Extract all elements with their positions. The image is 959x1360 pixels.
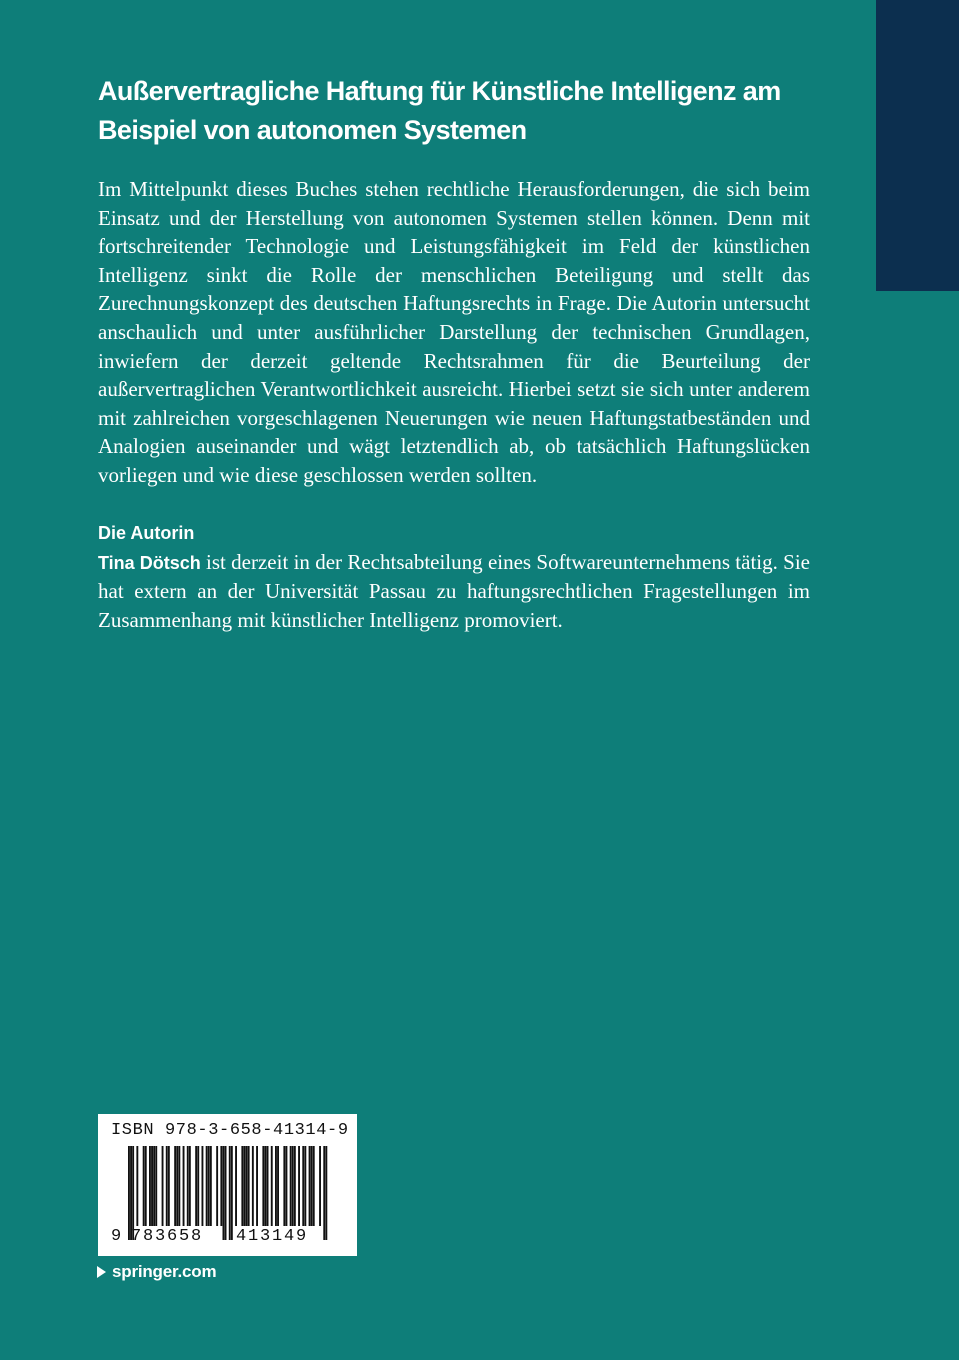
barcode-right-digits: 413149: [236, 1227, 309, 1246]
barcode-bar: [223, 1146, 225, 1240]
barcode-bar: [277, 1146, 279, 1226]
book-title: Außervertragliche Haftung für Künstliche Intelligenz am Beispiel von autonomen Systemen: [98, 76, 781, 145]
barcode-bar: [304, 1146, 306, 1226]
author-section: [98, 519, 810, 634]
barcode-bar: [210, 1146, 212, 1226]
barcode-bar: [145, 1146, 147, 1226]
barcode-bar: [246, 1146, 248, 1226]
barcode-bar: [130, 1146, 132, 1240]
isbn-label: ISBN 978-3-658-41314-9: [111, 1121, 349, 1140]
author-name: Tina Dötsch: [98, 552, 201, 573]
barcode-bar: [162, 1146, 164, 1226]
barcode-bar: [197, 1146, 199, 1226]
barcode-bar: [271, 1146, 273, 1226]
barcode-bar: [294, 1146, 296, 1226]
barcode-bar: [231, 1146, 233, 1240]
barcode-bar: [143, 1146, 145, 1226]
barcode-bar: [202, 1146, 204, 1226]
barcode-first-digit: 9: [111, 1227, 124, 1246]
barcode-bar: [128, 1146, 130, 1240]
barcode-bar: [292, 1146, 294, 1226]
barcode-bar: [168, 1146, 170, 1226]
corner-color-block: [876, 0, 959, 291]
author-bio-text: ist derzeit in der Rechtsabteilung eines Softwareunternehmens tätig. Sie hat extern an der Universität Passau zu haftungsrechtlichen Fragestellungen im Zusammenhang mit künstlicher Intelligenz promoviert.: [98, 549, 810, 632]
barcode-bar: [195, 1146, 197, 1226]
barcode-bar: [225, 1146, 227, 1240]
barcode-bar: [208, 1146, 210, 1226]
barcode-bar: [176, 1146, 178, 1226]
barcode-bar: [153, 1146, 155, 1226]
publisher-url: springer.com: [112, 1262, 217, 1281]
isbn-barcode: [98, 1114, 357, 1256]
barcode-bar: [155, 1146, 157, 1226]
barcode-bar: [216, 1146, 218, 1226]
barcode-bar: [244, 1146, 246, 1226]
barcode-bar: [323, 1146, 325, 1240]
barcode-bar: [311, 1146, 313, 1226]
barcode-bar: [241, 1146, 243, 1226]
publisher-link[interactable]: [97, 1262, 216, 1282]
barcode-bar: [174, 1146, 176, 1226]
barcode-bar: [149, 1146, 151, 1226]
barcode-bar: [298, 1146, 300, 1226]
barcode-bar: [151, 1146, 153, 1226]
barcode-bar: [235, 1146, 237, 1226]
barcode-left-digits: 783658: [131, 1227, 204, 1246]
barcode-bar: [136, 1146, 138, 1226]
barcode-bar: [262, 1146, 264, 1226]
barcode-bar: [319, 1146, 321, 1226]
barcode-bar: [267, 1146, 269, 1226]
barcode-bar: [265, 1146, 267, 1226]
author-bio: [98, 548, 810, 635]
barcode-bar: [166, 1146, 168, 1226]
barcode-bar: [183, 1146, 185, 1226]
barcode-bar: [309, 1146, 311, 1226]
barcode-bar: [206, 1146, 208, 1226]
barcode-bar: [248, 1146, 250, 1226]
barcode-bar: [229, 1146, 231, 1240]
barcode-bar: [275, 1146, 277, 1226]
barcode-bar: [325, 1146, 327, 1240]
barcode-bar: [189, 1146, 191, 1226]
barcode-bar: [187, 1146, 189, 1226]
play-arrow-icon: [97, 1266, 106, 1278]
barcode-bar: [252, 1146, 254, 1226]
barcode-bar: [220, 1146, 222, 1226]
barcode-bar: [283, 1146, 285, 1226]
barcode-bar: [286, 1146, 288, 1226]
barcode-bar: [178, 1146, 180, 1226]
author-heading: Die Autorin: [98, 523, 195, 543]
book-blurb: Im Mittelpunkt dieses Buches stehen rechtliche Herausforderungen, die sich beim Einsatz und der Herstellung von autonomen Systemen stellen können. Denn mit fortschreitender Technologie und Leistungsfähigkeit im Feld der künstlichen Intelligenz sinkt die Rolle der menschlichen Beteiligung und stellt das Zurechnungskonzept des deutschen Haftungsrechts in Frage. Die Autorin untersucht anschaulich und unter ausführlicher Darstellung der technischen Grundlagen, inwiefern der derzeit geltende Rechtsrahmen für die Beurteilung der außervertraglichen Verantwortlichkeit ausreicht. Hierbei setzt sie sich unter anderem mit zahlreichen vorgeschlagenen Neuerungen wie neuen Haftungstatbeständen und Analogien auseinander und wägt letztendlich ab, ob tatsächlich Haftungslücken vorliegen und wie diese geschlossen werden sollten.: [98, 177, 810, 487]
barcode-bar: [290, 1146, 292, 1226]
barcode-bar: [256, 1146, 258, 1226]
barcode-bar: [302, 1146, 304, 1226]
barcode-bar: [313, 1146, 315, 1226]
barcode-bar: [132, 1146, 134, 1240]
